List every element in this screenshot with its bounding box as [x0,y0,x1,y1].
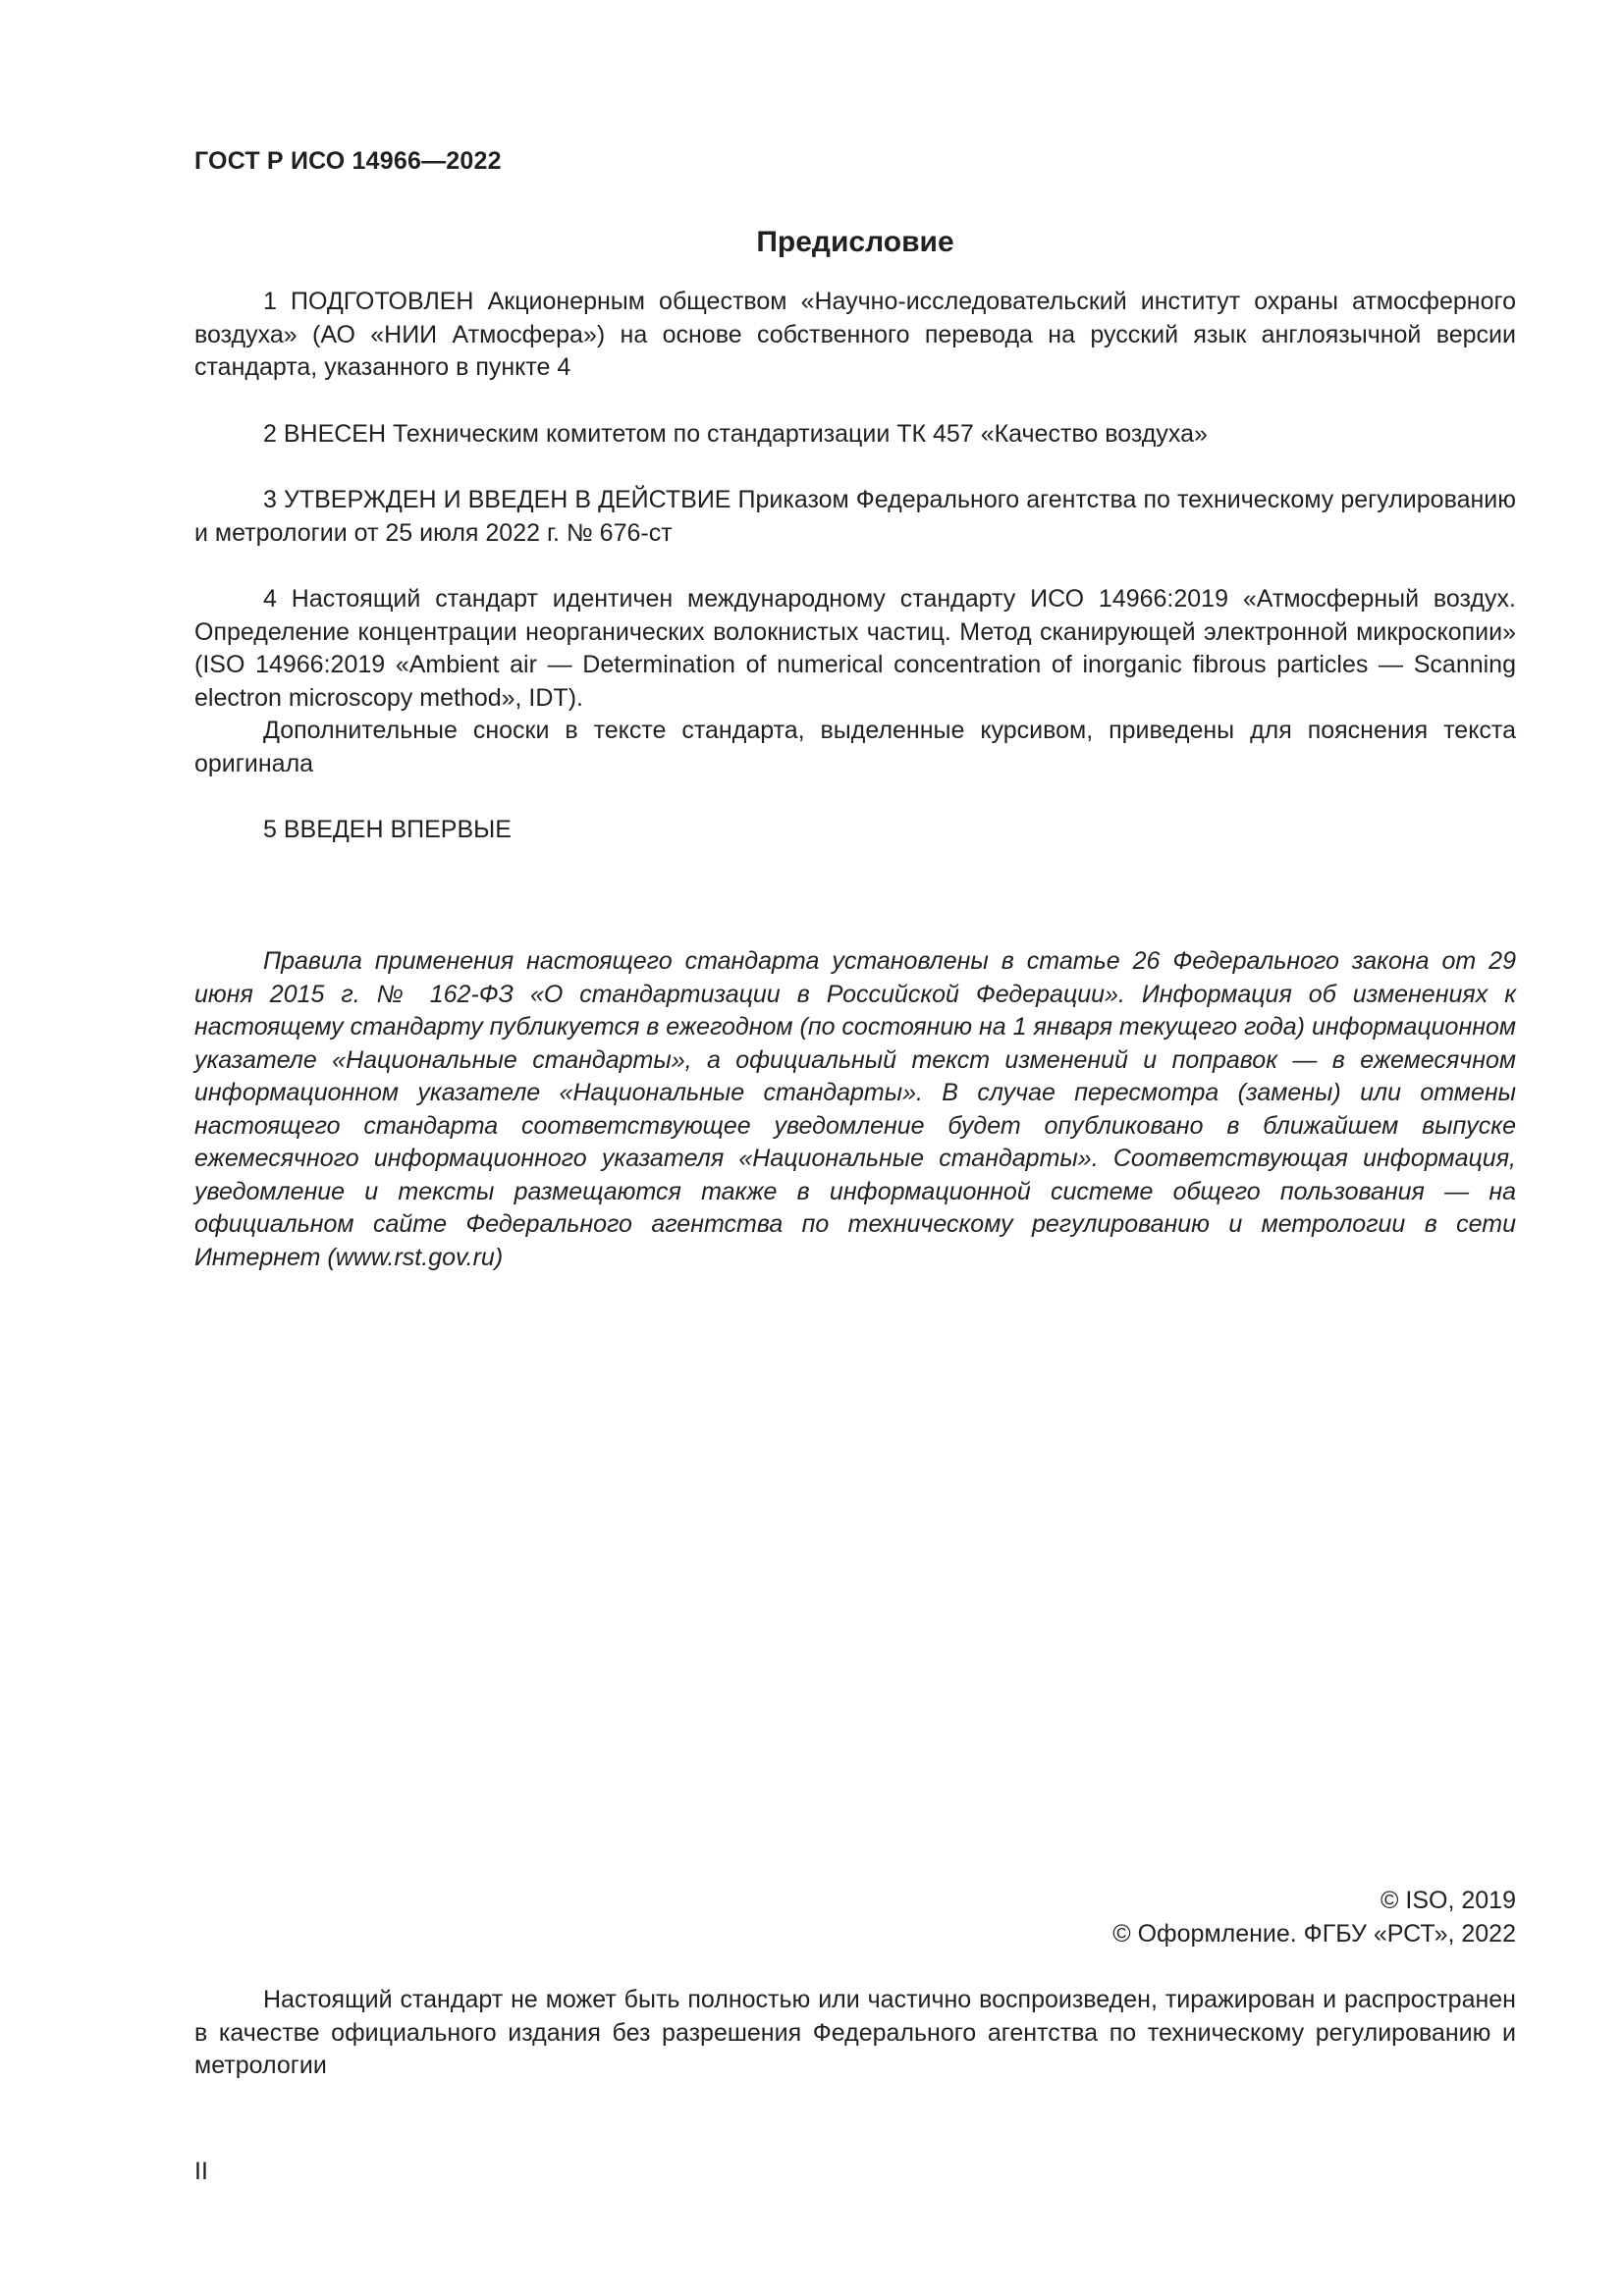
standard-designation: ГОСТ Р ИСО 14966—2022 [194,147,502,175]
page-number: II [194,2158,208,2185]
item-1-block [194,286,1516,385]
item-4-block [194,583,1516,780]
item-2-text: 2 ВНЕСЕН Техническим комитетом по стандартизации ТК 457 «Качество воздуха» [263,420,1208,448]
item-1-text: 1 ПОДГОТОВЛЕН Акционерным обществом «Научно-исследовательский институт охраны атмосферного воздуха» (АО «НИИ Атмосфера») на основе собственного перевода на русский язык англоязычной версии стандарта, указанного в пункте 4 [194,288,1516,381]
copyright-design: © Оформление. ФГБУ «РСТ», 2022 [1112,1919,1516,1948]
copyright-iso: © ISO, 2019 [1380,1887,1516,1914]
item-3-block [194,484,1516,550]
item-5-text: 5 ВВЕДЕН ВПЕРВЫЕ [263,816,512,843]
item-4-text: 4 Настоящий стандарт идентичен международному стандарту ИСО 14966:2019 «Атмосферный воздух. Определение концентрации неорганических волокнистых частиц. Метод сканирующей электронной микроскопии» (ISO 14966:2019 «Ambient air — Determination of numerical concentration of inorganic fibrous particles — Scanning electron microscopy method», IDT). [194,585,1516,712]
reproduction-notice-text: Настоящий стандарт не может быть полностью или частично воспроизведен, тиражирован и распространен в качестве официального издания без разрешения Федерального агентства по техническому регулированию и метрологии [194,1986,1516,2079]
item-3-text: 3 УТВЕРЖДЕН И ВВЕДЕН В ДЕЙСТВИЕ Приказом Федерального агентства по техническому регулированию и метрологии от 25 июля 2022 г. № 676-ст [194,486,1516,547]
item-5-block [194,814,1516,847]
item-2-block [194,418,1516,452]
item-4-footnote-note: Дополнительные сноски в тексте стандарта, выделенные курсивом, приведены для пояснения текста оригинала [194,717,1516,777]
page-title: Предисловие [756,226,954,258]
reproduction-notice-block [194,1984,1516,2083]
rules-notice-text: Правила применения настоящего стандарта установлены в статье 26 Федерального закона от 29 июня 2015 г. № 162-ФЗ «О стандартизации в Российской Федерации». Информация об изменениях к настоящему стандарту публикуется в ежегодном (по состоянию на 1 января текущего года) информационном указателе «Национальные стандарты», а официальный текст изменений и поправок — в ежемесячном информационном указателе «Национальные стандарты». В случае пересмотра (замены) или отмены настоящего стандарта соответствующее уведомление будет опубликовано в ближайшем выпуске ежемесячного информационного указателя «Национальные стандарты». Соответствующая информация, уведомление и тексты размещаются также в информационной системе общего пользования — на официальном сайте Федерального агентства по техническому регулированию и метрологии в сети Интернет (www.rst.gov.ru) [194,947,1517,1271]
copyright-block [829,1885,1516,1950]
rules-notice-block [194,945,1516,1274]
